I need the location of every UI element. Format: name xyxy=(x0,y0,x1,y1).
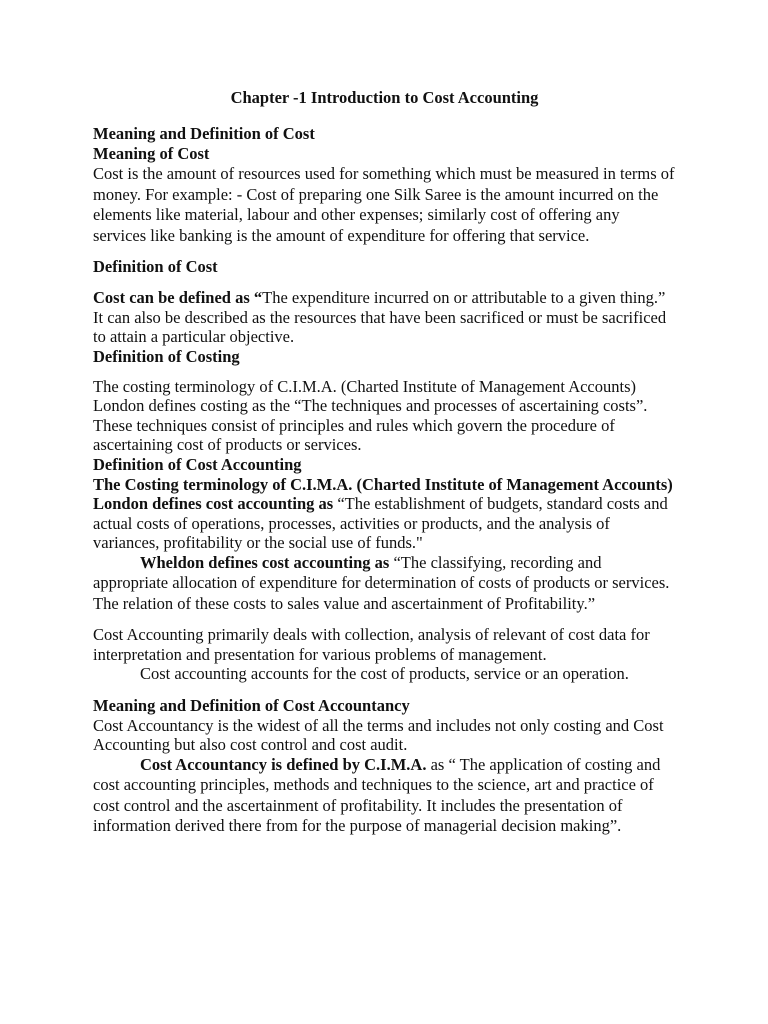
paragraph-wheldon-definition xyxy=(93,553,676,615)
paragraph-definition-of-cost xyxy=(93,288,676,347)
text-wheldon-definition: “The classifying, recording and appropriate allocation of expenditure for determination of costs of products or services. The relation of these costs to sales value and ascertainment of Profitability.” xyxy=(93,552,670,613)
heading-meaning-definition-cost-accountancy: Meaning and Definition of Cost Accountancy xyxy=(93,695,410,715)
paragraph-cima-cost-accounting xyxy=(93,475,676,553)
paragraph-definition-of-costing: The costing terminology of C.I.M.A. (Charted Institute of Management Accounts) London defines costing as the “The techniques and processes of ascertaining costs”. These techniques consist of principles and rules which govern the procedure of ascertaining cost of products or services. xyxy=(93,376,648,454)
lead-cost-accountancy-defined-by: Cost Accountancy is defined by C.I.M.A. xyxy=(140,754,427,774)
text-cima-definition: “The establishment of budgets, standard costs and actual costs of operations, processes, activities or products, and the analysis of variances, profitability or the social use of funds." xyxy=(93,494,668,552)
paragraph-cost-accountancy-widest: Cost Accountancy is the widest of all the terms and includes not only costing and Cost Accounting but also cost control and cost audit. xyxy=(93,715,664,754)
chapter-title: Chapter -1 Introduction to Cost Accounting xyxy=(230,88,539,107)
text-cost-accountancy-definition: as “ The application of costing and cost accounting principles, methods and techniques to the science, art and practice of cost control and the ascertainment of profitability. It includes the presentation of information derived there from for the purpose of managerial decision making”. xyxy=(93,754,661,835)
subheading-meaning-of-cost: Meaning of Cost xyxy=(93,144,210,163)
lead-cost-defined-as: Cost can be defined as “ xyxy=(93,288,263,307)
heading-definition-of-cost: Definition of Cost xyxy=(93,257,218,276)
lead-wheldon-defines: Wheldon defines cost accounting as xyxy=(140,552,390,572)
heading-definition-of-costing: Definition of Costing xyxy=(93,346,240,366)
paragraph-cost-accountancy-defined xyxy=(93,755,676,837)
text-cost-definition: The expenditure incurred on or attributable to a given thing.” It can also be described as the resources that have been sacrificed or must be sacrificed to attain a particular objective. xyxy=(93,288,667,346)
paragraph-meaning-of-cost: Cost is the amount of resources used for something which must be measured in terms of money. For example: - Cost of preparing one Silk Saree is the amount incurred on the elements like material, labour and other expenses; similarly cost of offering any services like banking is the amount of expenditure for offering that service. xyxy=(93,164,675,245)
lead-cima-defines: The Costing terminology of C.I.M.A. (Charted Institute of Management Accounts) London defines cost accounting as xyxy=(93,474,673,513)
paragraph-cost-accounting-deals: Cost Accounting primarily deals with collection, analysis of relevant of cost data for interpretation and presentation for various problems of management. xyxy=(93,625,650,664)
paragraph-cost-accounting-accounts: Cost accounting accounts for the cost of products, service or an operation. xyxy=(140,664,629,683)
heading-definition-of-cost-accounting: Definition of Cost Accounting xyxy=(93,454,302,474)
section-heading-meaning-definition-cost: Meaning and Definition of Cost xyxy=(93,124,315,143)
